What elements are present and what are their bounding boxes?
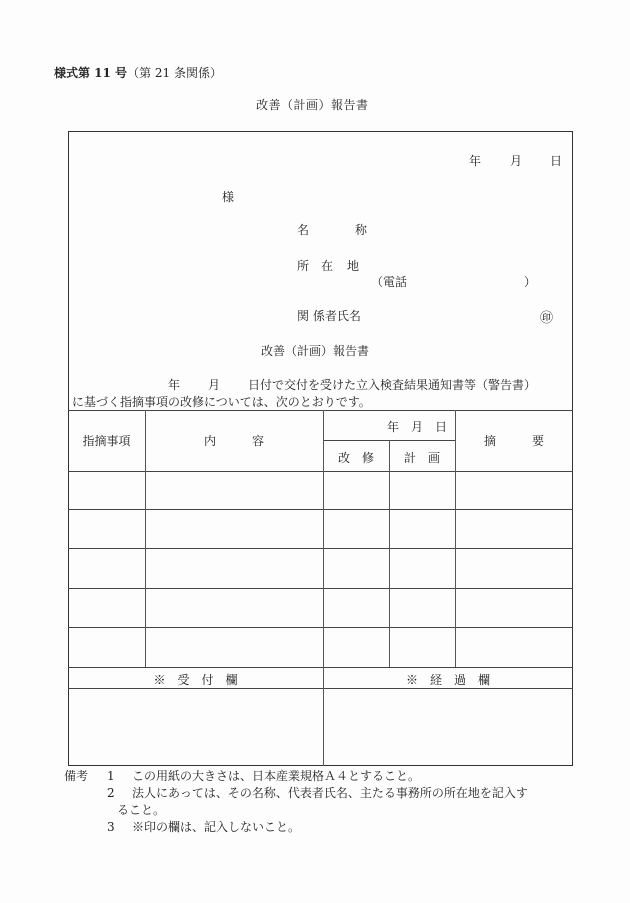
row1-item-cell[interactable] [69, 472, 145, 509]
row3-summary-cell[interactable] [456, 549, 572, 588]
phone-close: ） [524, 275, 537, 289]
row2-item-cell[interactable] [69, 510, 145, 548]
note-2-number: 2 [107, 786, 115, 800]
row4-plan-cell[interactable] [390, 589, 455, 627]
phone-label: （電話 [371, 275, 408, 289]
row2-plan-cell[interactable] [390, 510, 455, 548]
date-year-label: 年 [469, 154, 482, 168]
note-2-continuation: ること。 [117, 803, 166, 817]
seal-icon: ㊞ [540, 311, 554, 326]
header-item: 指摘事項 [82, 434, 131, 448]
address-label-part2: 在 [321, 259, 334, 273]
row2-repaired-cell[interactable] [324, 510, 389, 548]
row3-plan-cell[interactable] [390, 549, 455, 588]
name-label-part2: 称 [355, 223, 368, 237]
header-summary: 摘 要 [483, 434, 544, 448]
note-1-text: この用紙の大きさは、日本産業規格Ａ４とすること。 [132, 769, 421, 783]
row5-plan-cell[interactable] [390, 628, 455, 667]
date-day-label: 日 [550, 154, 563, 168]
note-1-number: 1 [107, 769, 115, 783]
row2-summary-cell[interactable] [456, 510, 572, 548]
row4-repaired-cell[interactable] [324, 589, 389, 627]
row3-repaired-cell[interactable] [324, 549, 389, 588]
addressee-suffix: 様 [222, 190, 235, 204]
header-date-group: 年 月 日 [386, 420, 447, 434]
row5-repaired-cell[interactable] [324, 628, 389, 667]
row4-item-cell[interactable] [69, 589, 145, 627]
reception-field[interactable] [69, 690, 323, 765]
row2-content-cell[interactable] [146, 510, 323, 548]
form-reference: （第 21 条関係） [127, 66, 222, 80]
statement-month: 月 [208, 378, 221, 392]
header-repaired: 改 修 [337, 451, 374, 465]
row1-content-cell[interactable] [146, 472, 323, 509]
row1-plan-cell[interactable] [390, 472, 455, 509]
row5-item-cell[interactable] [69, 628, 145, 667]
inner-title: 改善（計画）報告書 [261, 344, 370, 358]
form-number [54, 64, 222, 81]
header-plan: 計 画 [403, 451, 440, 465]
header-content: 内 容 [203, 434, 264, 448]
row1-summary-cell[interactable] [456, 472, 572, 509]
statement-line1: 日付で交付を受けた立入検査結果通知書等（警告書） [248, 378, 537, 392]
person-name-label: 関 係者氏名 [297, 309, 361, 323]
row5-content-cell[interactable] [146, 628, 323, 667]
row5-summary-cell[interactable] [456, 628, 572, 667]
note-2-text: 法人にあっては、その名称、代表者氏名、主たる事務所の所在地を記入す [132, 786, 528, 800]
form-number-label: 様式第 11 号 [54, 66, 128, 80]
name-label-part1: 名 [297, 223, 310, 237]
row3-item-cell[interactable] [69, 549, 145, 588]
address-label-part3: 地 [347, 259, 360, 273]
document-title: 改善（計画）報告書 [256, 98, 369, 112]
statement-year: 年 [168, 378, 181, 392]
statement-line2: に基づく指摘事項の改修については、次のとおりです。 [72, 395, 371, 409]
progress-field[interactable] [325, 690, 572, 765]
reception-header-bottom-border [68, 688, 573, 689]
row3-content-cell[interactable] [146, 549, 323, 588]
note-3-text: ※印の欄は、記入しないこと。 [132, 820, 301, 834]
date-month-label: 月 [510, 154, 523, 168]
row4-content-cell[interactable] [146, 589, 323, 627]
row4-summary-cell[interactable] [456, 589, 572, 627]
row1-repaired-cell[interactable] [324, 472, 389, 509]
reception-header: ※ 受 付 欄 [153, 673, 238, 687]
notes-label: 備考 [64, 769, 89, 783]
progress-header: ※ 経 過 欄 [405, 673, 490, 687]
address-label-part1: 所 [297, 259, 310, 273]
note-3-number: 3 [107, 820, 115, 834]
table-body-bottom-border [68, 667, 573, 668]
table-top-border [68, 410, 573, 411]
